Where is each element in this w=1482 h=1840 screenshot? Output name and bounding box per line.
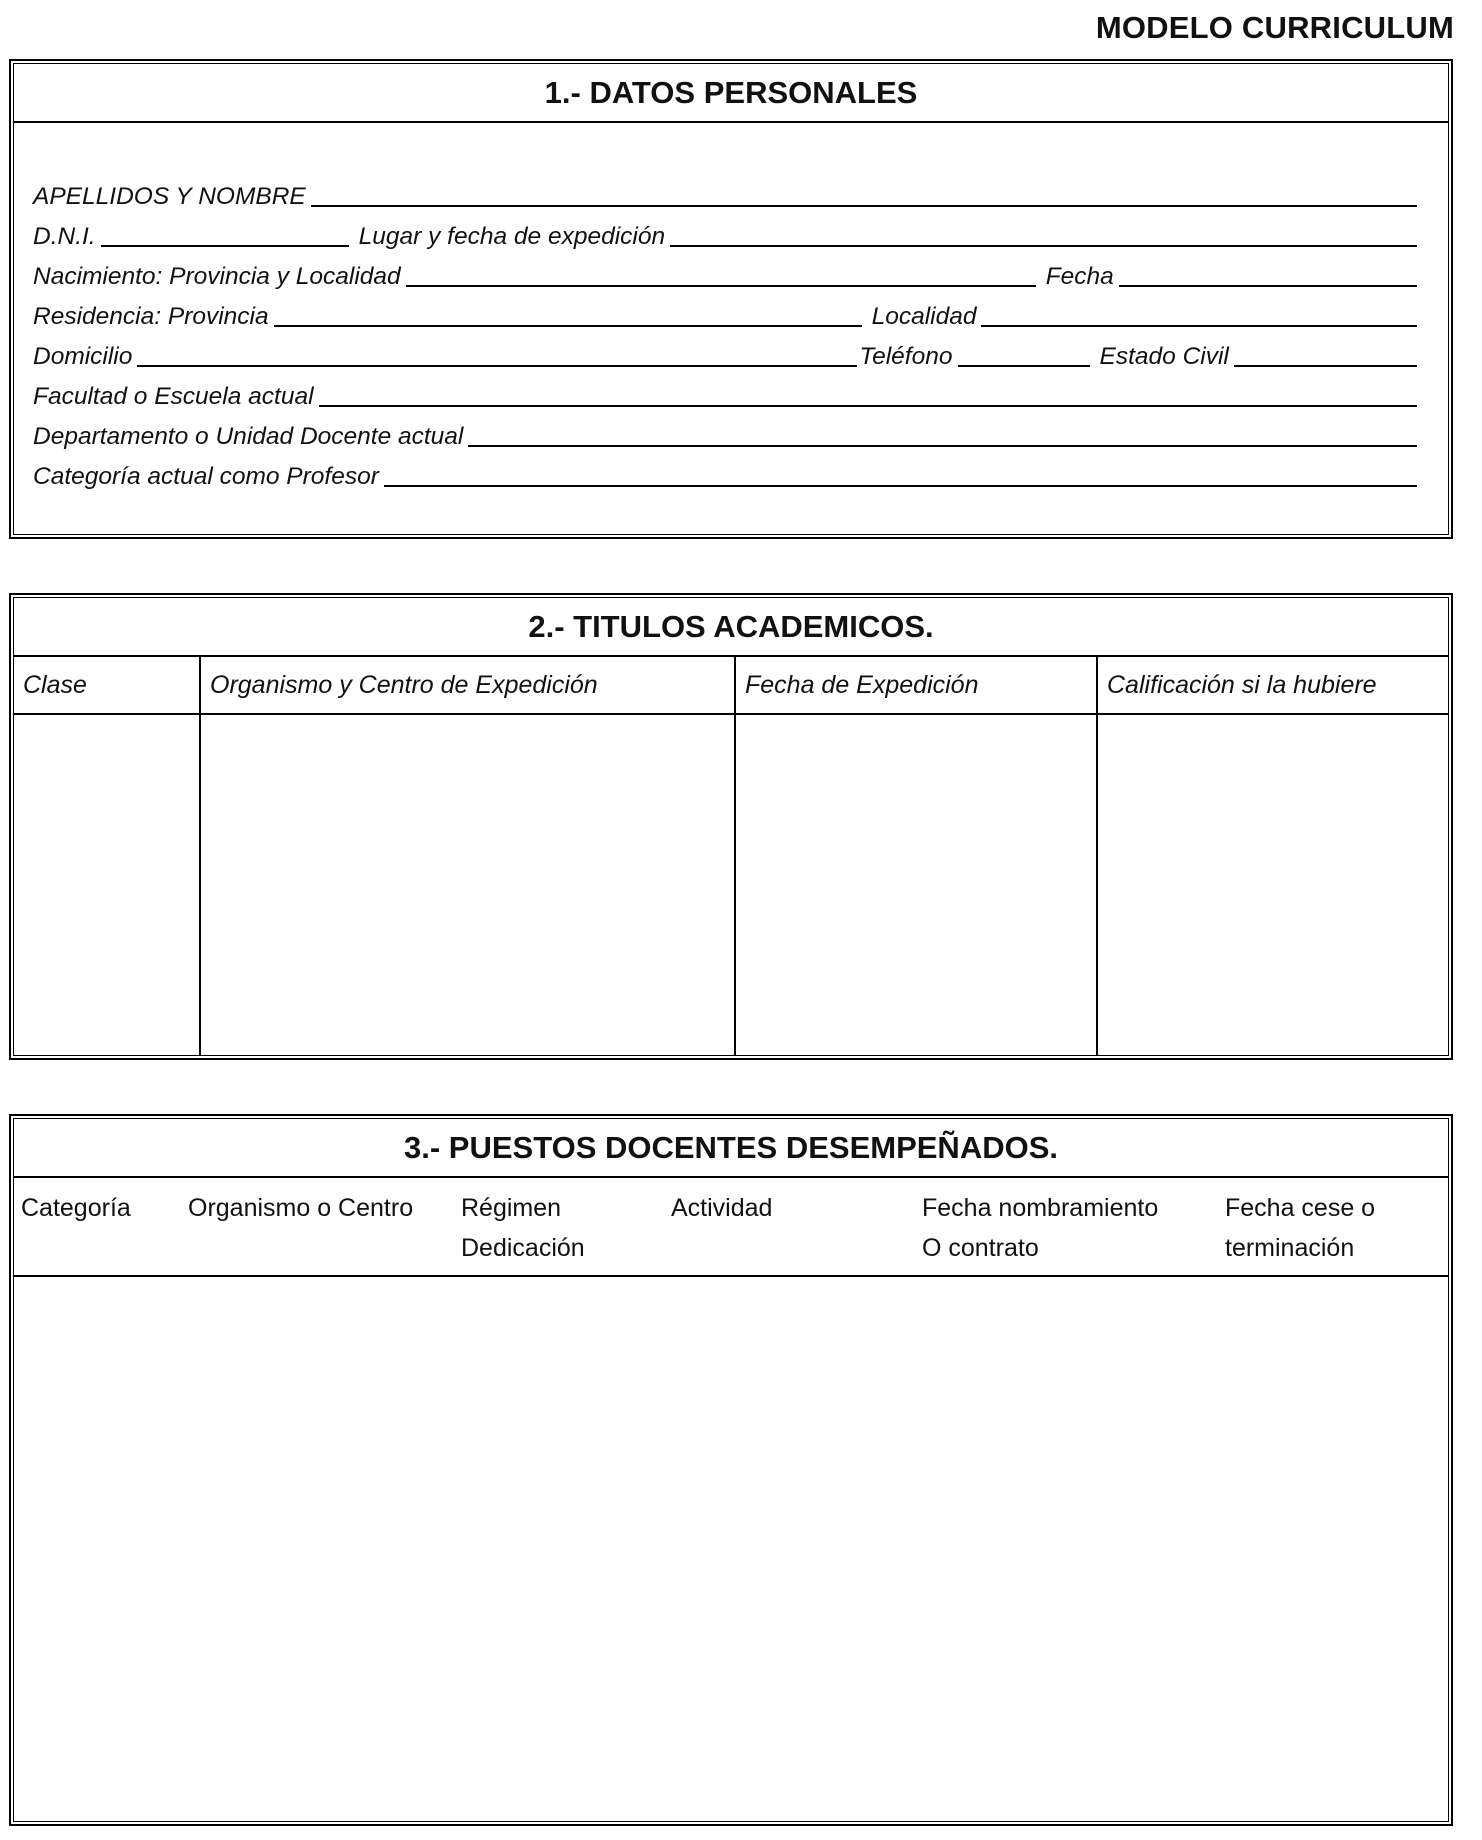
categoria-label: Categoría actual como Profesor bbox=[33, 463, 379, 490]
field-row-facultad bbox=[33, 373, 1417, 413]
titulos-academicos-section bbox=[9, 593, 1453, 1060]
puestos-docentes-heading: 3.- PUESTOS DOCENTES DESEMPEÑADOS. bbox=[14, 1119, 1448, 1178]
estado-civil-field[interactable] bbox=[1234, 364, 1417, 367]
domicilio-label: Domicilio bbox=[33, 343, 133, 370]
organismo-cell[interactable] bbox=[201, 715, 736, 1055]
field-row-categoria bbox=[33, 453, 1417, 493]
lugar-fecha-expedicion-field[interactable] bbox=[670, 244, 1417, 247]
dni-label: D.N.I. bbox=[33, 223, 96, 250]
clase-cell[interactable] bbox=[14, 715, 201, 1055]
field-row-nacimiento bbox=[33, 253, 1417, 293]
titulos-table-body bbox=[14, 715, 1448, 1055]
header-line-2: terminación bbox=[1225, 1234, 1355, 1262]
localidad-field[interactable] bbox=[981, 324, 1417, 327]
dni-field[interactable] bbox=[101, 244, 349, 247]
estado-civil-label: Estado Civil bbox=[1099, 343, 1229, 370]
nacimiento-label: Nacimiento: Provincia y Localidad bbox=[33, 263, 401, 290]
header-line: Actividad bbox=[671, 1194, 773, 1222]
telefono-field[interactable] bbox=[958, 364, 1090, 367]
datos-personales-heading: 1.- DATOS PERSONALES bbox=[14, 64, 1448, 123]
header-line: Categoría bbox=[21, 1194, 131, 1222]
departamento-label: Departamento o Unidad Docente actual bbox=[33, 423, 464, 450]
residencia-label: Residencia: Provincia bbox=[33, 303, 269, 330]
field-row-departamento bbox=[33, 413, 1417, 453]
puestos-table-header bbox=[14, 1178, 1448, 1277]
column-header-organismo: Organismo y Centro de Expedición bbox=[201, 657, 736, 713]
puestos-table-body[interactable] bbox=[14, 1279, 1448, 1821]
titulos-table-header bbox=[14, 657, 1448, 715]
lugar-fecha-expedicion-label: Lugar y fecha de expedición bbox=[358, 223, 666, 250]
field-row-dni bbox=[33, 213, 1417, 253]
column-header-categoria bbox=[21, 1188, 131, 1228]
categoria-field[interactable] bbox=[384, 484, 1417, 487]
document-title: MODELO CURRICULUM bbox=[1095, 10, 1454, 45]
header-line: Fecha nombramiento bbox=[922, 1194, 1159, 1222]
departamento-field[interactable] bbox=[468, 444, 1417, 447]
column-header-regimen bbox=[461, 1188, 585, 1268]
domicilio-field[interactable] bbox=[137, 364, 857, 367]
calificacion-cell[interactable] bbox=[1098, 715, 1448, 1055]
fecha-expedicion-cell[interactable] bbox=[736, 715, 1098, 1055]
apellidos-nombre-label: APELLIDOS Y NOMBRE bbox=[33, 183, 306, 210]
column-header-calificacion: Calificación si la hubiere bbox=[1107, 670, 1377, 699]
header-line-2: O contrato bbox=[922, 1234, 1039, 1262]
titulos-table bbox=[14, 657, 1448, 1055]
localidad-label: Localidad bbox=[871, 303, 977, 330]
header-line-2: Dedicación bbox=[461, 1234, 585, 1262]
column-header-actividad bbox=[671, 1188, 772, 1228]
nacimiento-field[interactable] bbox=[406, 284, 1036, 287]
datos-personales-section bbox=[9, 59, 1453, 539]
puestos-docentes-section bbox=[9, 1114, 1453, 1826]
fecha-nacimiento-label: Fecha bbox=[1045, 263, 1114, 290]
personal-fields bbox=[33, 173, 1417, 493]
field-row-residencia bbox=[33, 293, 1417, 333]
fecha-nacimiento-field[interactable] bbox=[1119, 284, 1417, 287]
column-header-fecha-expedicion: Fecha de Expedición bbox=[736, 657, 1098, 713]
apellidos-nombre-field[interactable] bbox=[311, 204, 1417, 207]
titulos-academicos-heading: 2.- TITULOS ACADEMICOS. bbox=[14, 598, 1448, 657]
column-header-fecha-nombramiento bbox=[922, 1188, 1158, 1268]
facultad-field[interactable] bbox=[319, 404, 1417, 407]
header-line: Régimen bbox=[461, 1194, 562, 1222]
header-line: Fecha cese o bbox=[1225, 1194, 1376, 1222]
residencia-field[interactable] bbox=[274, 324, 862, 327]
field-row-apellidos bbox=[33, 173, 1417, 213]
column-header-organismo-centro bbox=[188, 1188, 413, 1228]
telefono-label: Teléfono bbox=[859, 343, 953, 370]
field-row-domicilio bbox=[33, 333, 1417, 373]
header-line: Organismo o Centro bbox=[188, 1194, 414, 1222]
facultad-label: Facultad o Escuela actual bbox=[33, 383, 314, 410]
column-header-fecha-cese bbox=[1225, 1188, 1375, 1268]
column-header-clase: Clase bbox=[14, 657, 201, 713]
